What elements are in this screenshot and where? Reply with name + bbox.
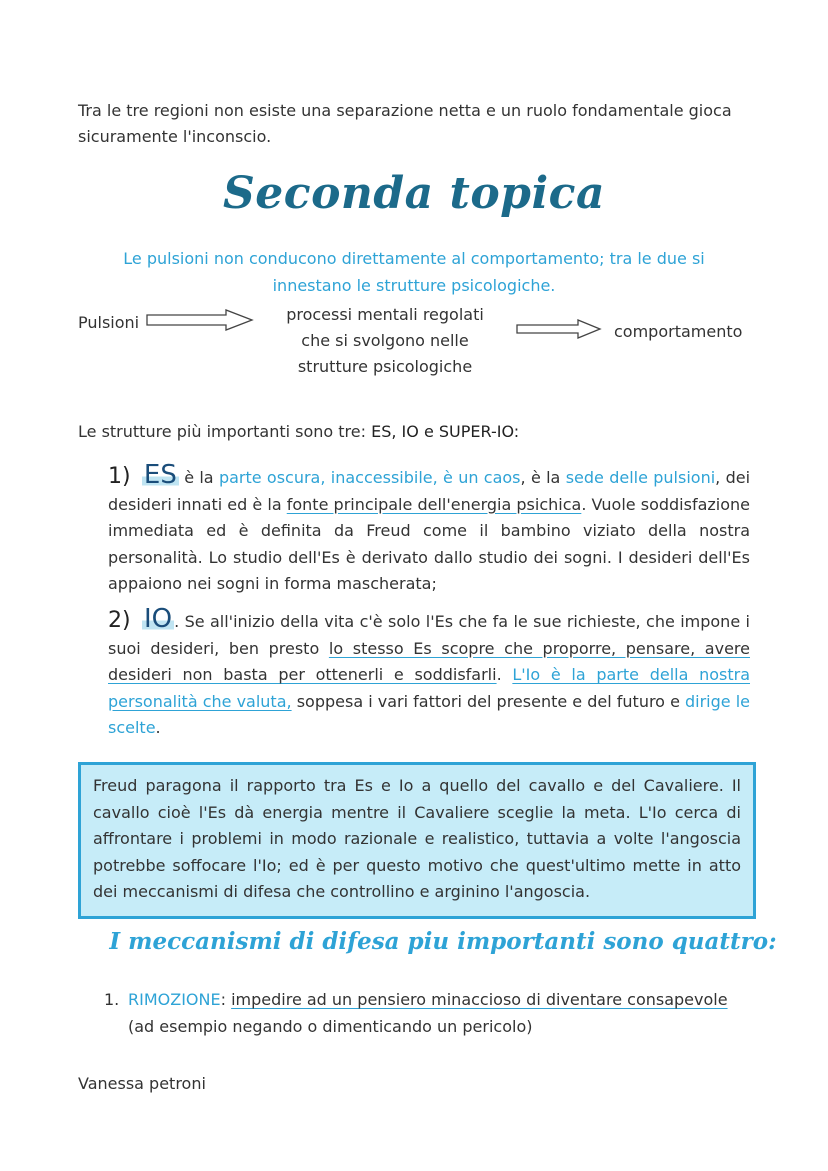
- item-underline: fonte principale dell'energia psichica: [286, 494, 582, 514]
- item-text: :: [220, 990, 232, 1009]
- subtitle: Le pulsioni non conducono direttamente al comportamento; tra le due si innestano le strutture psicologiche.: [123, 249, 705, 295]
- item-text: , dei desideri innati ed è la: [108, 468, 751, 514]
- item-number: 1.: [104, 990, 120, 1009]
- item-text: soppesa i vari fattori del presente e del futuro e: [291, 691, 685, 711]
- item-text: .: [496, 665, 513, 684]
- item-number: 2): [108, 608, 131, 633]
- list-item-rimozione: [104, 986, 764, 1040]
- item-heading: RIMOZIONE: [128, 990, 221, 1009]
- flow-processi: processi mentali regolati che si svolgono nelle strutture psicologiche: [286, 305, 484, 376]
- item-heading: IO: [143, 604, 173, 634]
- structures-list: ES, IO e SUPER-IO:: [371, 422, 520, 441]
- item-text: . Se all'inizio della vita c'è solo l'Es che fa le sue richieste, che impone i suoi desideri, ben presto: [108, 612, 750, 658]
- flow-comportamento: comportamento: [614, 322, 743, 341]
- item-heading: ES: [143, 460, 177, 490]
- callout-box: Freud paragona il rapporto tra Es e Io a quello del cavallo e del Cavaliere. Il cavallo cioè l'Es dà energia mentre il Cavaliere sceglie la meta. L'Io cerca di affrontare i problemi in modo razionale e realistico, tuttavia a volte l'angoscia potrebbe soffocare l'Io; ed è per questo motivo che quest'ultimo mette in atto dei meccanismi di difesa che controllino e arginino l'angoscia.: [78, 762, 756, 919]
- item-text: .: [155, 718, 161, 737]
- arrow-right-icon: [146, 309, 254, 331]
- arrow-right-icon: [516, 319, 602, 339]
- author-name: Vanessa petroni: [78, 1074, 206, 1093]
- item-highlight: dirige le scelte: [108, 691, 751, 737]
- structures-line: [78, 422, 758, 441]
- section-heading: I meccanismi di difesa piu importanti sono quattro:: [109, 928, 777, 955]
- list-item-es: [108, 462, 750, 598]
- flow-pulsioni: Pulsioni: [78, 313, 140, 332]
- structures-prefix: Le strutture più importanti sono tre:: [78, 422, 372, 441]
- item-highlight: L'Io è la parte della nostra personalità che valuta,: [108, 665, 750, 711]
- page-title: Seconda topica: [223, 168, 605, 219]
- item-number: 1): [108, 464, 131, 489]
- item-text: . Vuole soddisfazione immediata ed è definita da Freud come il bambino viziato della nostra personalità. Lo studio dell'Es è derivato dallo studio dei sogni. I desideri dell'Es appaiono nei sogni in forma mascherata;: [108, 494, 750, 593]
- item-highlight: parte oscura, inaccessibile, è un caos: [218, 468, 521, 487]
- list-item-io: [108, 606, 750, 742]
- item-text: , è la: [520, 468, 566, 487]
- intro-paragraph: Tra le tre regioni non esiste una separazione netta e un ruolo fondamentale gioca sicuramente l'inconscio.: [78, 101, 732, 146]
- item-highlight: sede delle pulsioni: [565, 468, 716, 487]
- item-text: è la: [184, 468, 219, 487]
- item-underline: impedire ad un pensiero minaccioso di diventare consapevole: [231, 990, 728, 1009]
- item-note: (ad esempio negando o dimenticando un pericolo): [128, 1017, 533, 1036]
- item-underline: lo stesso Es scopre che proporre, pensare, avere desideri non basta per ottenerli e soddisfarli: [108, 638, 750, 684]
